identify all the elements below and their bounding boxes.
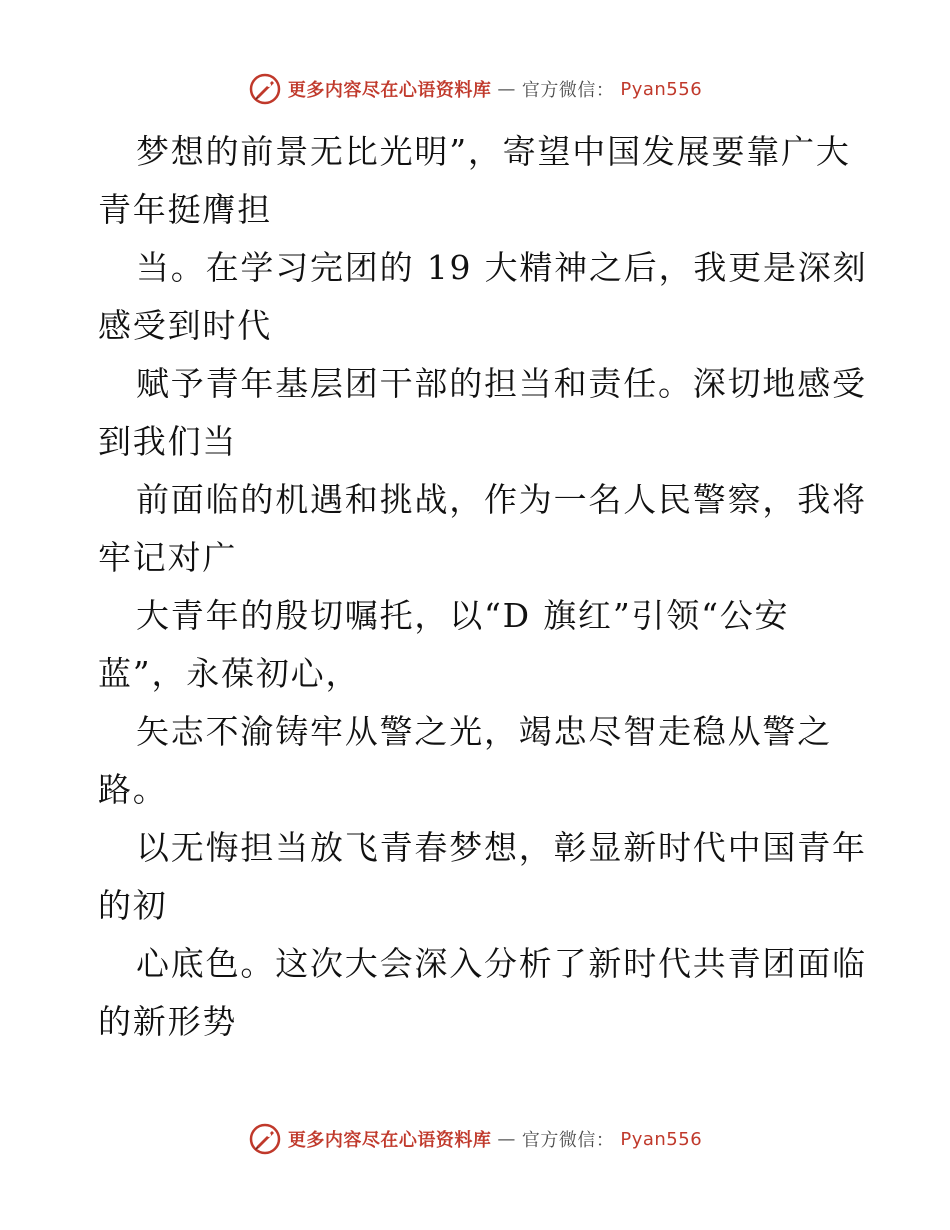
body-line: 的新形势 (98, 1002, 238, 1041)
body-line: 青年挺膺担 (98, 190, 272, 229)
watermark-official-label: 官方微信： (521, 80, 615, 101)
body-line: 梦想的前景无比光明”，寄望中国发展要靠广大 (136, 132, 851, 171)
quill-pen-logo-icon (248, 72, 282, 106)
body-line: 大青年的殷切嘱托，以“D 旗红”引领“公安 (136, 596, 790, 635)
watermark-wechat-id: Pyan556 (620, 1128, 703, 1150)
body-line: 路。 (98, 770, 168, 809)
header-watermark (0, 72, 950, 106)
body-line: 赋予青年基层团干部的担当和责任。深切地感受 (136, 364, 867, 403)
document-body (98, 123, 868, 1051)
body-line: 到我们当 (98, 422, 238, 461)
footer-watermark (0, 1122, 950, 1156)
body-line: 矢志不渝铸牢从警之光，竭忠尽智走稳从警之 (136, 712, 832, 751)
body-line: 以无悔担当放飞青春梦想，彰显新时代中国青年 (136, 828, 867, 867)
watermark-official-label: 官方微信： (521, 1130, 615, 1151)
body-line: 当。在学习完团的 19 大精神之后，我更是深刻 (136, 248, 868, 287)
watermark-separator: — (497, 78, 516, 100)
watermark-separator: — (497, 1128, 516, 1150)
quill-pen-logo-icon (248, 1122, 282, 1156)
body-line: 感受到时代 (98, 306, 272, 345)
body-line: 心底色。这次大会深入分析了新时代共青团面临 (136, 944, 867, 983)
body-line: 蓝”，永葆初心， (98, 654, 361, 693)
watermark-wechat-id: Pyan556 (620, 78, 703, 100)
body-line: 的初 (98, 886, 168, 925)
watermark-brand-text: 更多内容尽在心语资料库 (287, 1130, 492, 1151)
body-line: 前面临的机遇和挑战，作为一名人民警察，我将 (136, 480, 867, 519)
watermark-brand-text: 更多内容尽在心语资料库 (287, 80, 492, 101)
body-line: 牢记对广 (98, 538, 238, 577)
